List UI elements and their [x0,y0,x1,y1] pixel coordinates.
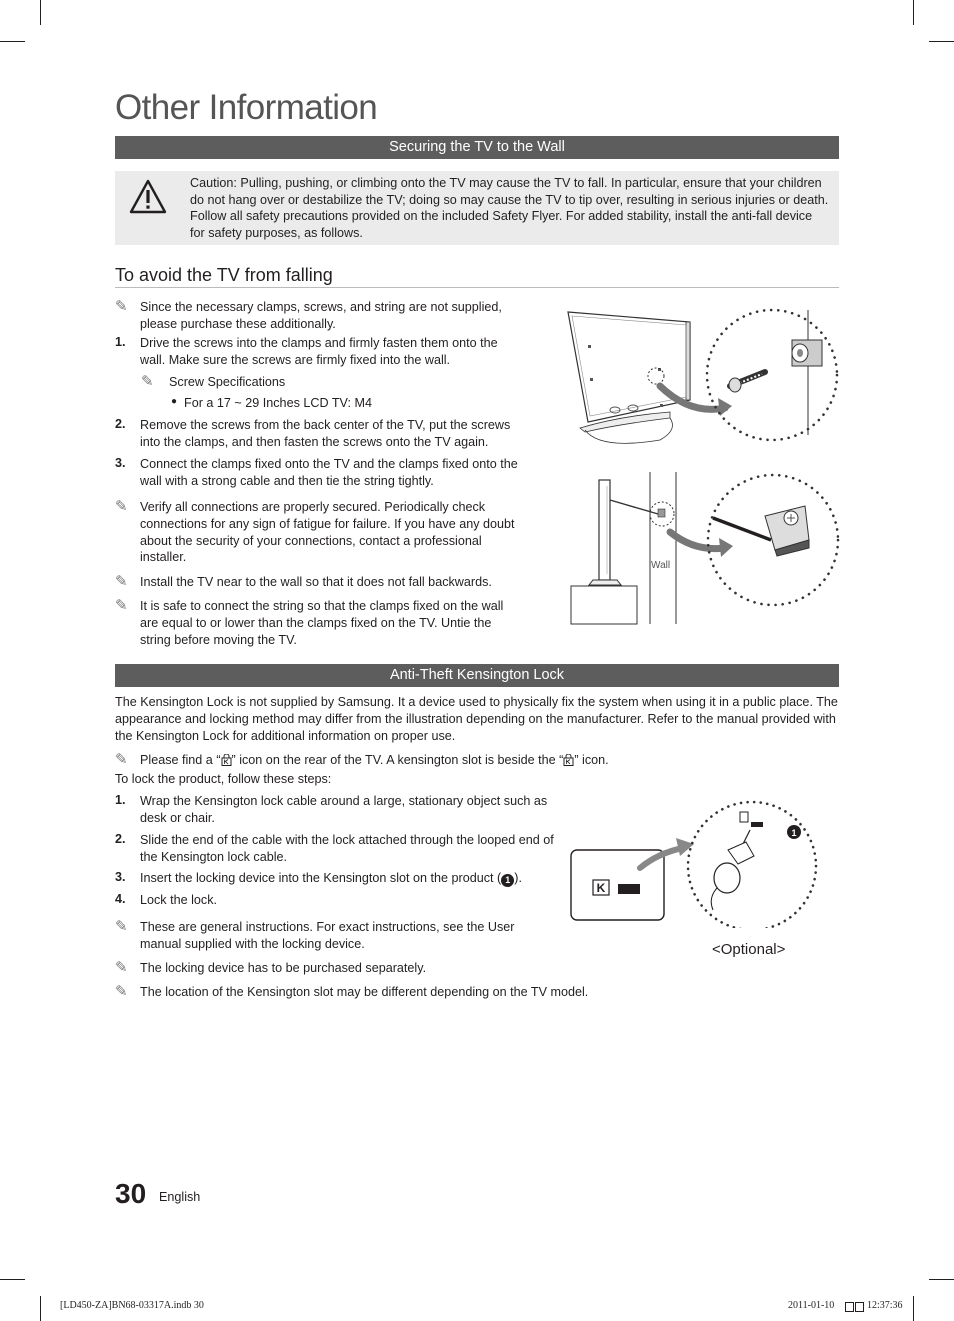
step-number: 2. [115,832,126,846]
kensington-intro: The Kensington Lock is not supplied by Samsung. It a device used to physically fix the system when using it in a public place. The appearance and locking method may differ from the illustration depending on the manufacturer. Refer to the manual provided with the Kensington Lock for additional information on proper use. [115,695,838,743]
screw-spec-item: For a 17 ~ 29 Inches LCD TV: M4 [184,396,372,410]
note-pencil-icon: ✎ [115,498,128,515]
caution-text [190,175,830,242]
crop-mark [929,1279,954,1280]
note-find-icon [140,752,840,769]
missing-glyph-icon [845,1302,854,1312]
page-language: English [159,1190,201,1204]
step-number: 2. [115,417,126,431]
crop-mark [0,41,25,42]
crop-mark [0,1279,25,1280]
note-pencil-icon: ✎ [141,373,154,390]
bullet-icon: ● [171,396,178,407]
step-number: 1. [115,793,126,807]
note-pencil-icon: ✎ [115,983,128,1000]
crop-mark [40,0,41,25]
kensington-lock-icon [221,754,232,766]
kensington-lock-icon [563,754,574,766]
page-title: Other Information [115,88,378,127]
footer-file: [LD450-ZA]BN68-03317A.indb 30 [60,1300,204,1311]
find-text-b: ” icon on the rear of the TV. A kensington slot is beside the “ [231,753,564,767]
warning-icon [128,178,168,216]
lock-step-3 [140,870,560,887]
find-text-a: Please find a “ [140,753,221,767]
note-pencil-icon: ✎ [115,751,128,768]
callout-number: 1 [791,828,797,838]
screw-spec-label: Screw Specifications [169,375,286,389]
lock-step-1: Wrap the Kensington lock cable around a large, stationary object such as desk or chair. [140,794,548,825]
step-number: 1. [115,335,126,349]
step-3-text: Connect the clamps fixed onto the TV and the clamps fixed onto the wall with a strong cable and then tie the string tightly. [140,457,518,488]
optional-label: <Optional> [712,941,786,958]
subheading-rule [115,287,839,288]
lock-note-general: These are general instructions. For exact instructions, see the User manual supplied with the locking device. [140,920,515,951]
crop-mark [40,1296,41,1321]
section-band-securing: Securing the TV to the Wall [115,136,839,159]
find-text-c: ” icon. [574,753,609,767]
note-verify: Verify all connections are properly secured. Periodically check connections for any sign of fatigue for failure. If you have any doubt about the security of your connections, contact a professional installer. [140,500,515,565]
subheading-avoid-falling: To avoid the TV from falling [115,265,333,285]
page-number: 30 [115,1178,147,1209]
footer-date: 2011-01-10 [788,1300,835,1311]
crop-mark [913,1296,914,1321]
step-1-text: Drive the screws into the clamps and firmly fasten them onto the wall. Make sure the screws are firmly fixed into the wall. [140,336,498,367]
step-number: 3. [115,456,126,470]
tv-back-clamp-illustration [560,300,840,450]
step-number: 4. [115,892,126,906]
note-install-near: Install the TV near to the wall so that it does not fall backwards. [140,575,492,589]
step-number: 3. [115,870,126,884]
lock-step-3-a: Insert the locking device into the Kensington slot on the product ( [140,871,502,885]
crop-mark [913,0,914,25]
note-pencil-icon: ✎ [115,918,128,935]
missing-glyph-icon [855,1302,864,1312]
lock-step-2: Slide the end of the cable with the lock attached through the looped end of the Kensington lock cable. [140,833,554,864]
lock-step-4: Lock the lock. [140,893,218,907]
note-pencil-icon: ✎ [115,959,128,976]
note-pencil-icon: ✎ [115,298,128,315]
note-pencil-icon: ✎ [115,597,128,614]
tv-wall-side-illustration [565,470,840,628]
lock-step-3-b: ). [514,871,522,885]
callout-number-icon: 1 [501,874,514,887]
note-pencil-icon: ✎ [115,573,128,590]
lock-note-purchase: The locking device has to be purchased separately. [140,961,427,975]
step-2-text: Remove the screws from the back center of the TV, put the screws into the clamps, and then fasten the screws onto the TV again. [140,418,511,449]
wall-label: Wall [651,560,671,571]
caution-label: Caution [190,176,234,190]
footer-time: 12:37:36 [867,1300,903,1311]
lock-note-location: The location of the Kensington slot may be different depending on the TV model. [140,985,589,999]
section-band-kensington: Anti-Theft Kensington Lock [115,664,839,687]
note-safe-string: It is safe to connect the string so that the clamps fixed on the wall are equal to or lower than the clamps fixed on the TV. Untie the string before moving the TV. [140,599,504,647]
kensington-lock-illustration [568,798,823,928]
to-lock-text: To lock the product, follow these steps: [115,772,332,786]
caution-body: : Pulling, pushing, or climbing onto the TV may cause the TV to fall. In particular, ensure that your children do not hang over or destabilize the TV; doing so may cause the TV to tip over, resulting in serious injuries or death. Follow all safety precautions provided on the included Safety Flyer. For added stability, install the anti-fall device for safety purposes, as follows. [190,176,829,241]
note-supplies: Since the necessary clamps, screws, and string are not supplied, please purchase these additionally. [140,300,502,331]
crop-mark [929,41,954,42]
k-slot-label: K [596,881,606,895]
